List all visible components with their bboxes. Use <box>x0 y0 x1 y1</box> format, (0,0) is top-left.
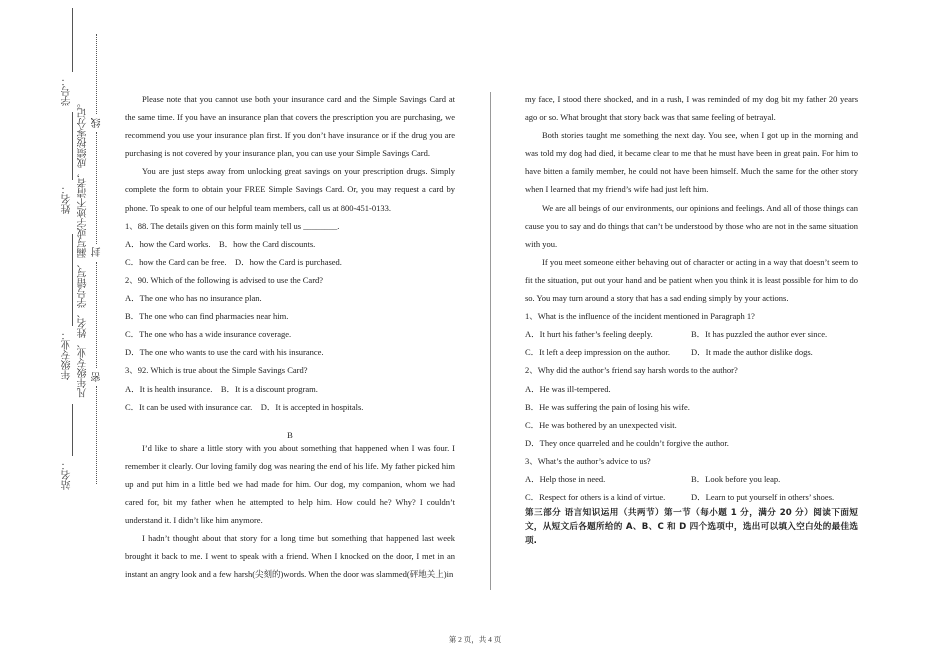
column-divider <box>490 92 491 590</box>
option: C．It left a deep impression on the author. <box>525 347 670 358</box>
option: B．It is a discount program. <box>220 383 318 394</box>
option: C．The one who has a wide insurance coverage. <box>125 329 292 340</box>
option: D．Learn to put yourself in others’ shoes. <box>691 492 835 503</box>
seal-feng: 封 <box>92 247 103 257</box>
option: C．how the Card can be free. <box>125 256 227 267</box>
school-line <box>72 404 73 456</box>
grade-major-line <box>72 234 73 326</box>
story-question-1-options-cd <box>525 343 858 361</box>
story-paragraph-2: I hadn’t thought about that story for a long time but something that happened last week brought it back to me. I went to speak with a friend. When I knocked on the door, I met in an instant an angry look and a few harsh(尖刻的)words. When the door was slammed(砰地关上)in <box>125 533 455 580</box>
seal-xian: 线 <box>92 118 103 128</box>
option: B．how the Card discounts. <box>218 238 316 249</box>
left-column <box>125 90 455 584</box>
option: A．He was ill-tempered. <box>525 383 611 394</box>
story-question-2: 2、Why did the author’s friend say harsh words to the author? <box>525 365 738 376</box>
question-88: 1、88. The details given on this form mainly tell us ________. <box>125 220 340 231</box>
school-label: 站名： <box>62 460 73 490</box>
seal-dotline-2 <box>96 132 97 244</box>
name-label: 姓名： <box>62 184 73 214</box>
story-paragraph-1: I’d like to share a little story with you about something that happened when I was four. I remember it clearly. Our loving family dog was nearing the end of his life. My father picked him up and put him in a little bed we had made for him. Our dog, my companion, whom we had cared for, bit my father when he attempted to help him. How could he? Why? I couldn’t understand it. I didn’t like him anymore. <box>125 442 455 526</box>
option: C．He was bothered by an unexpected visit. <box>525 419 677 430</box>
story-paragraph-5: If you meet someone either behaving out of character or acting in a way that doesn’t seem to fit the situation, put out your hand and be patient when you think it is least possible for him to do so. You may turn around a story that has a sad ending simply by your actions. <box>525 256 858 304</box>
option: B．The one who can find pharmacies near him. <box>125 311 289 322</box>
option: A．how the Card works. <box>125 238 211 249</box>
question-92-options-ab <box>125 380 455 398</box>
question-92: 3、92. Which is true about the Simple Savings Card? <box>125 365 308 376</box>
story-question-3-options-ab <box>525 470 858 488</box>
option: D．how the Card is purchased. <box>235 256 342 267</box>
part-3-heading: 第三部分 语言知识运用（共两节）第一节（每小题 1 分，满分 20 分）阅读下面短文，从短文后各题所给的 A、B、C 和 D 四个选项中，选出可以填入空白处的最佳选项. <box>525 508 858 547</box>
option: A．The one who has no insurance plan. <box>125 293 262 304</box>
card-paragraph-1: Please note that you cannot use both your insurance card and the Simple Savings Card at the same time. If you have an insurance plan that covers the prescription you are purchasing, we recommend you use your insurance plan first. If you don’t have insurance or if the drug you are purchasing is not covered by your insurance plan, you can use your Simple Savings Card. <box>125 94 455 159</box>
student-id-line <box>72 8 73 72</box>
seal-dotline-1 <box>96 34 97 114</box>
card-paragraph-2: You are just steps away from unlocking great savings on your prescription drugs. Simply complete the form to obtain your FREE Simple Savings Card. Or, you may request a card by phone. To speak to one of our helpful team members, call us at 800-451-0133. <box>125 166 455 213</box>
right-column <box>525 90 858 548</box>
story-question-1: 1、What is the influence of the incident mentioned in Paragraph 1? <box>525 311 755 322</box>
story-paragraph-3: Both stories taught me something the next day. You see, when I got up in the morning and was told my dog had died, it became clear to me that he must have been in great pain. For him to have bitten a family member, he could not have been himself. Much the same for the other story when I learned that my friend’s wife had just left him. <box>525 130 858 195</box>
option: D．They once quarreled and he couldn’t forgive the author. <box>525 437 729 448</box>
option: A．It hurt his father’s feeling deeply. <box>525 329 653 340</box>
question-88-options-ab <box>125 235 455 253</box>
binding-margin <box>0 0 110 672</box>
section-b-title: B <box>287 429 293 440</box>
page-number: 第 2 页，共 4 页 <box>448 635 502 644</box>
option: A．Help those in need. <box>525 473 606 484</box>
option: D．It made the author dislike dogs. <box>691 347 813 358</box>
seal-dotline-3 <box>96 262 97 368</box>
name-line <box>72 112 73 180</box>
story-paragraph-4: We are all beings of our environments, our opinions and feelings. And all of those things can cause you to say and do things that can’t be understood by those who are not in the same situation with you. <box>525 202 858 249</box>
question-92-options-cd <box>125 398 455 416</box>
seal-dotline-4 <box>96 386 97 484</box>
story-question-3-options-cd <box>525 488 858 506</box>
story-question-1-options-ab <box>525 325 858 343</box>
student-id-label: 学号： <box>62 76 73 106</box>
fill-notice: 凡年级专业、姓名、学号错写、漏写或字迹不清者，成绩按零分记。 <box>78 98 89 398</box>
option: C．Respect for others is a kind of virtue. <box>525 492 666 503</box>
option: D．It is accepted in hospitals. <box>260 401 364 412</box>
option: C．It can be used with insurance car. <box>125 401 253 412</box>
option: B．He was suffering the pain of losing his wife. <box>525 401 690 412</box>
question-88-options-cd <box>125 253 455 271</box>
option: A．It is health insurance. <box>125 383 213 394</box>
seal-mi: 密 <box>92 372 103 382</box>
option: D．The one who wants to use the card with his insurance. <box>125 347 324 358</box>
grade-major-label: 年级专业： <box>62 330 73 380</box>
story-paragraph-2-continued: my face, I stood there shocked, and in a rush, I was reminded of my dog bit my father 20 years ago or so. What brought that story back was that same feeling of betrayal. <box>525 94 858 123</box>
option: B．Look before you leap. <box>691 473 781 484</box>
story-question-3: 3、What’s the author’s advice to us? <box>525 455 651 466</box>
question-90: 2、90. Which of the following is advised to use the Card? <box>125 274 324 285</box>
option: B．It has puzzled the author ever since. <box>691 329 828 340</box>
